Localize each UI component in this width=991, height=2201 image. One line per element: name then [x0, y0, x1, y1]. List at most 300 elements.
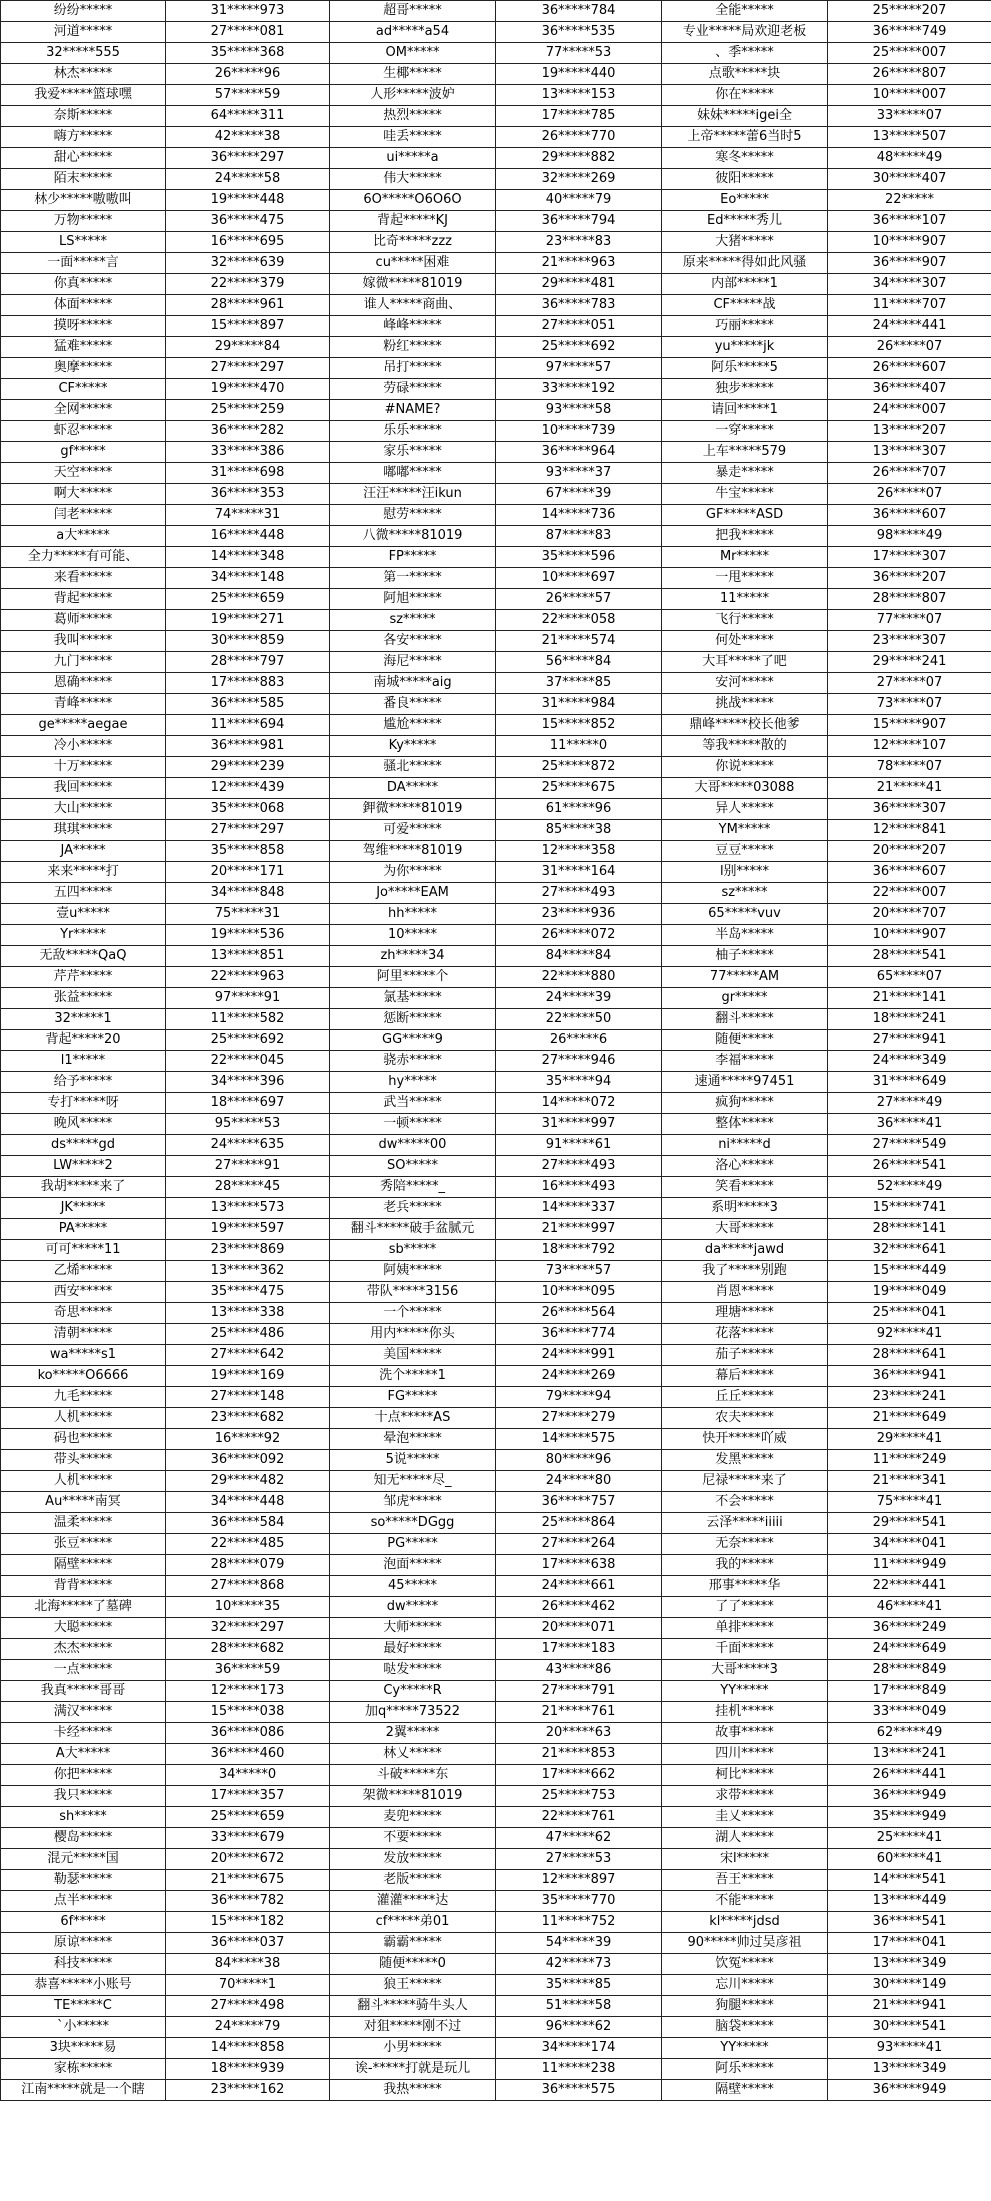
table-cell[interactable]: 19*****169	[166, 1366, 330, 1387]
table-cell[interactable]: 14*****541	[828, 1870, 991, 1891]
table-cell[interactable]: 35*****368	[166, 43, 330, 64]
table-cell[interactable]: Ky*****	[330, 736, 496, 757]
table-cell[interactable]: 老兵*****	[330, 1198, 496, 1219]
table-cell[interactable]: 大哥*****3	[662, 1660, 828, 1681]
table-cell[interactable]: 22*****761	[496, 1807, 662, 1828]
table-cell[interactable]: 26*****07	[828, 484, 991, 505]
table-cell[interactable]: 16*****448	[166, 526, 330, 547]
table-cell[interactable]: 来来*****打	[1, 862, 166, 883]
table-cell[interactable]: so*****DGgg	[330, 1513, 496, 1534]
table-cell[interactable]: da*****jawd	[662, 1240, 828, 1261]
table-cell[interactable]: 14*****348	[166, 547, 330, 568]
table-cell[interactable]: 点歌*****块	[662, 64, 828, 85]
table-cell[interactable]: ui*****a	[330, 148, 496, 169]
table-cell[interactable]: 24*****007	[828, 400, 991, 421]
table-cell[interactable]: l1*****	[1, 1051, 166, 1072]
table-cell[interactable]: 26*****807	[828, 64, 991, 85]
table-cell[interactable]: 31*****649	[828, 1072, 991, 1093]
table-cell[interactable]: OM*****	[330, 43, 496, 64]
table-cell[interactable]: 23*****936	[496, 904, 662, 925]
table-cell[interactable]: 热烈*****	[330, 106, 496, 127]
table-cell[interactable]: Ed*****秀儿	[662, 211, 828, 232]
table-cell[interactable]: 65*****vuv	[662, 904, 828, 925]
table-cell[interactable]: 快开*****吖威	[662, 1429, 828, 1450]
table-cell[interactable]: 36*****460	[166, 1744, 330, 1765]
table-cell[interactable]: 20*****207	[828, 841, 991, 862]
table-cell[interactable]: 70*****1	[166, 1975, 330, 1996]
table-cell[interactable]: 李福*****	[662, 1051, 828, 1072]
table-cell[interactable]: 全网*****	[1, 400, 166, 421]
table-cell[interactable]: #NAME?	[330, 400, 496, 421]
table-cell[interactable]: 36*****783	[496, 295, 662, 316]
table-cell[interactable]: 47*****62	[496, 1828, 662, 1849]
table-cell[interactable]: 14*****337	[496, 1198, 662, 1219]
table-cell[interactable]: 26*****441	[828, 1765, 991, 1786]
table-cell[interactable]: 整体*****	[662, 1114, 828, 1135]
table-cell[interactable]: 粉红*****	[330, 337, 496, 358]
table-cell[interactable]: 36*****607	[828, 862, 991, 883]
table-cell[interactable]: 我爱*****篮球嘿	[1, 85, 166, 106]
table-cell[interactable]: 36*****535	[496, 22, 662, 43]
table-cell[interactable]: 原来*****得如此风骚	[662, 253, 828, 274]
table-cell[interactable]: 21*****761	[496, 1702, 662, 1723]
table-cell[interactable]: 各安*****	[330, 631, 496, 652]
table-cell[interactable]: 21*****941	[828, 1996, 991, 2017]
table-cell[interactable]: 18*****241	[828, 1009, 991, 1030]
table-cell[interactable]: 生椰*****	[330, 64, 496, 85]
table-cell[interactable]: 22*****963	[166, 967, 330, 988]
table-cell[interactable]: hh*****	[330, 904, 496, 925]
table-cell[interactable]: 29*****41	[828, 1429, 991, 1450]
table-cell[interactable]: 无敌*****QaQ	[1, 946, 166, 967]
table-cell[interactable]: 36*****092	[166, 1450, 330, 1471]
table-cell[interactable]: 27*****148	[166, 1387, 330, 1408]
table-cell[interactable]: 36*****981	[166, 736, 330, 757]
table-cell[interactable]: 11*****949	[828, 1555, 991, 1576]
table-cell[interactable]: 妹妹*****igei全	[662, 106, 828, 127]
table-cell[interactable]: 11*****238	[496, 2059, 662, 2080]
table-cell[interactable]: 20*****707	[828, 904, 991, 925]
table-cell[interactable]: 花落*****	[662, 1324, 828, 1345]
table-cell[interactable]: 31*****698	[166, 463, 330, 484]
table-cell[interactable]: 大耳*****了吧	[662, 652, 828, 673]
table-cell[interactable]: 晕泡*****	[330, 1429, 496, 1450]
table-cell[interactable]: 饮冤*****	[662, 1954, 828, 1975]
table-cell[interactable]: 12*****173	[166, 1681, 330, 1702]
table-cell[interactable]: 22*****880	[496, 967, 662, 988]
table-cell[interactable]: 87*****83	[496, 526, 662, 547]
table-cell[interactable]: ni*****d	[662, 1135, 828, 1156]
table-cell[interactable]: 万物*****	[1, 211, 166, 232]
table-cell[interactable]: 大师*****	[330, 1618, 496, 1639]
table-cell[interactable]: 翻斗*****骑牛头人	[330, 1996, 496, 2017]
table-cell[interactable]: 15*****852	[496, 715, 662, 736]
table-cell[interactable]: 林少*****嗷嗷叫	[1, 190, 166, 211]
table-cell[interactable]: 请回*****1	[662, 400, 828, 421]
table-cell[interactable]: 架微*****81019	[330, 1786, 496, 1807]
table-cell[interactable]: 挂机*****	[662, 1702, 828, 1723]
table-cell[interactable]: 25*****259	[166, 400, 330, 421]
table-cell[interactable]: 奈斯*****	[1, 106, 166, 127]
table-cell[interactable]: 24*****79	[166, 2017, 330, 2038]
table-cell[interactable]: 林乂*****	[330, 1744, 496, 1765]
table-cell[interactable]: 11*****752	[496, 1912, 662, 1933]
table-cell[interactable]: LS*****	[1, 232, 166, 253]
table-cell[interactable]: 26*****6	[496, 1030, 662, 1051]
table-cell[interactable]: 秀陪*****_	[330, 1177, 496, 1198]
table-cell[interactable]: sb*****	[330, 1240, 496, 1261]
table-cell[interactable]: 36*****907	[828, 253, 991, 274]
table-cell[interactable]: 15*****741	[828, 1198, 991, 1219]
table-cell[interactable]: 34*****0	[166, 1765, 330, 1786]
table-cell[interactable]: 23*****307	[828, 631, 991, 652]
table-cell[interactable]: 29*****84	[166, 337, 330, 358]
table-cell[interactable]: 19*****470	[166, 379, 330, 400]
table-cell[interactable]: 84*****38	[166, 1954, 330, 1975]
table-cell[interactable]: 系明*****3	[662, 1198, 828, 1219]
table-cell[interactable]: 22*****485	[166, 1534, 330, 1555]
table-cell[interactable]: 19*****597	[166, 1219, 330, 1240]
table-cell[interactable]: 鉀微*****81019	[330, 799, 496, 820]
table-cell[interactable]: FP*****	[330, 547, 496, 568]
table-cell[interactable]: 21*****997	[496, 1219, 662, 1240]
table-cell[interactable]: 26*****96	[166, 64, 330, 85]
table-cell[interactable]: 十点*****AS	[330, 1408, 496, 1429]
table-cell[interactable]: 36*****037	[166, 1933, 330, 1954]
table-cell[interactable]: 22*****50	[496, 1009, 662, 1030]
table-cell[interactable]: 25*****659	[166, 589, 330, 610]
table-cell[interactable]: 29*****239	[166, 757, 330, 778]
table-cell[interactable]: 23*****83	[496, 232, 662, 253]
table-cell[interactable]: 不会*****	[662, 1492, 828, 1513]
table-cell[interactable]: 36*****353	[166, 484, 330, 505]
table-cell[interactable]: 27*****498	[166, 1996, 330, 2017]
table-cell[interactable]: 人形*****波妒	[330, 85, 496, 106]
table-cell[interactable]: kl*****jdsd	[662, 1912, 828, 1933]
table-cell[interactable]: 28*****797	[166, 652, 330, 673]
table-cell[interactable]: 安河*****	[662, 673, 828, 694]
table-cell[interactable]: 10*****095	[496, 1282, 662, 1303]
table-cell[interactable]: 29*****541	[828, 1513, 991, 1534]
table-cell[interactable]: 34*****307	[828, 274, 991, 295]
table-cell[interactable]: 13*****207	[828, 421, 991, 442]
table-cell[interactable]: GF*****ASD	[662, 505, 828, 526]
table-cell[interactable]: 上帝*****蕾6当时5	[662, 127, 828, 148]
table-cell[interactable]: dw*****00	[330, 1135, 496, 1156]
table-cell[interactable]: 36*****59	[166, 1660, 330, 1681]
table-cell[interactable]: 翻斗*****破手盆腻元	[330, 1219, 496, 1240]
table-cell[interactable]: 34*****041	[828, 1534, 991, 1555]
table-cell[interactable]: 28*****849	[828, 1660, 991, 1681]
table-cell[interactable]: 26*****541	[828, 1156, 991, 1177]
table-cell[interactable]: 恭喜*****小账号	[1, 1975, 166, 1996]
table-cell[interactable]: 点半*****	[1, 1891, 166, 1912]
table-cell[interactable]: 我热*****	[330, 2080, 496, 2101]
table-cell[interactable]: 不能*****	[662, 1891, 828, 1912]
table-cell[interactable]: 带头*****	[1, 1450, 166, 1471]
table-cell[interactable]: 13*****307	[828, 442, 991, 463]
table-cell[interactable]: l别*****	[662, 862, 828, 883]
table-cell[interactable]: 小男*****	[330, 2038, 496, 2059]
table-cell[interactable]: 12*****841	[828, 820, 991, 841]
table-cell[interactable]: 伟大*****	[330, 169, 496, 190]
table-cell[interactable]: 大猪*****	[662, 232, 828, 253]
table-cell[interactable]: 13*****573	[166, 1198, 330, 1219]
table-cell[interactable]: 嘟嘟*****	[330, 463, 496, 484]
table-cell[interactable]: 20*****171	[166, 862, 330, 883]
table-cell[interactable]: 武当*****	[330, 1093, 496, 1114]
table-cell[interactable]: 23*****162	[166, 2080, 330, 2101]
table-cell[interactable]: 云泽*****iiiii	[662, 1513, 828, 1534]
table-cell[interactable]: 26*****072	[496, 925, 662, 946]
table-cell[interactable]: 34*****448	[166, 1492, 330, 1513]
table-cell[interactable]: Yr*****	[1, 925, 166, 946]
table-cell[interactable]: 带队*****3156	[330, 1282, 496, 1303]
table-cell[interactable]: 发黑*****	[662, 1450, 828, 1471]
table-cell[interactable]: 哇丢*****	[330, 127, 496, 148]
table-cell[interactable]: 67*****39	[496, 484, 662, 505]
table-cell[interactable]: 卡经*****	[1, 1723, 166, 1744]
table-cell[interactable]: 一甩*****	[662, 568, 828, 589]
table-cell[interactable]: 27*****549	[828, 1135, 991, 1156]
table-cell[interactable]: 33*****049	[828, 1702, 991, 1723]
table-cell[interactable]: cu*****困难	[330, 253, 496, 274]
table-cell[interactable]: 巧丽*****	[662, 316, 828, 337]
table-cell[interactable]: Jo*****EAM	[330, 883, 496, 904]
table-cell[interactable]: 全能*****	[662, 1, 828, 22]
table-cell[interactable]: 27*****49	[828, 1093, 991, 1114]
table-cell[interactable]: 31*****973	[166, 1, 330, 22]
table-cell[interactable]: 10*****007	[828, 85, 991, 106]
table-cell[interactable]: 25*****486	[166, 1324, 330, 1345]
table-cell[interactable]: 85*****38	[496, 820, 662, 841]
table-cell[interactable]: 36*****782	[166, 1891, 330, 1912]
table-cell[interactable]: 内部*****1	[662, 274, 828, 295]
table-cell[interactable]: 大哥*****03088	[662, 778, 828, 799]
table-cell[interactable]: 33*****07	[828, 106, 991, 127]
table-cell[interactable]: 10*****907	[828, 232, 991, 253]
table-cell[interactable]: 36*****407	[828, 379, 991, 400]
table-cell[interactable]: 48*****49	[828, 148, 991, 169]
table-cell[interactable]: 青峰*****	[1, 694, 166, 715]
table-cell[interactable]: JA*****	[1, 841, 166, 862]
table-cell[interactable]: 12*****358	[496, 841, 662, 862]
table-cell[interactable]: 25*****753	[496, 1786, 662, 1807]
table-cell[interactable]: 93*****41	[828, 2038, 991, 2059]
table-cell[interactable]: 74*****31	[166, 505, 330, 526]
table-cell[interactable]: 随便*****0	[330, 1954, 496, 1975]
table-cell[interactable]: 全力*****有可能、	[1, 547, 166, 568]
table-cell[interactable]: 奥摩*****	[1, 358, 166, 379]
table-cell[interactable]: 谁人*****商曲、	[330, 295, 496, 316]
table-cell[interactable]: 柯比*****	[662, 1765, 828, 1786]
table-cell[interactable]: 洗个*****1	[330, 1366, 496, 1387]
table-cell[interactable]: 千面*****	[662, 1639, 828, 1660]
table-cell[interactable]: 79*****94	[496, 1387, 662, 1408]
table-cell[interactable]: 加q*****73522	[330, 1702, 496, 1723]
table-cell[interactable]: 狼王*****	[330, 1975, 496, 1996]
table-cell[interactable]: 25*****675	[496, 778, 662, 799]
table-cell[interactable]: 64*****311	[166, 106, 330, 127]
table-cell[interactable]: 24*****661	[496, 1576, 662, 1597]
table-cell[interactable]: 10*****739	[496, 421, 662, 442]
table-cell[interactable]: 13*****153	[496, 85, 662, 106]
table-cell[interactable]: 九毛*****	[1, 1387, 166, 1408]
table-cell[interactable]: 27*****946	[496, 1051, 662, 1072]
table-cell[interactable]: 忘川*****	[662, 1975, 828, 1996]
table-cell[interactable]: 混元*****国	[1, 1849, 166, 1870]
table-cell[interactable]: ad*****a54	[330, 22, 496, 43]
table-cell[interactable]: 18*****792	[496, 1240, 662, 1261]
table-cell[interactable]: 36*****41	[828, 1114, 991, 1135]
table-cell[interactable]: 寒冬*****	[662, 148, 828, 169]
table-cell[interactable]: 芹芹*****	[1, 967, 166, 988]
table-cell[interactable]: 23*****241	[828, 1387, 991, 1408]
table-cell[interactable]: 27*****791	[496, 1681, 662, 1702]
table-cell[interactable]: 16*****493	[496, 1177, 662, 1198]
table-cell[interactable]: 甜心*****	[1, 148, 166, 169]
table-cell[interactable]: 28*****961	[166, 295, 330, 316]
table-cell[interactable]: 人机*****	[1, 1471, 166, 1492]
table-cell[interactable]: 36*****307	[828, 799, 991, 820]
table-cell[interactable]: wa*****s1	[1, 1345, 166, 1366]
table-cell[interactable]: 10*****907	[828, 925, 991, 946]
table-cell[interactable]: 阿旭*****	[330, 589, 496, 610]
table-cell[interactable]: 27*****07	[828, 673, 991, 694]
table-cell[interactable]: 36*****774	[496, 1324, 662, 1345]
table-cell[interactable]: 24*****58	[166, 169, 330, 190]
table-cell[interactable]: 四川*****	[662, 1744, 828, 1765]
table-cell[interactable]: 30*****859	[166, 631, 330, 652]
table-cell[interactable]: 36*****607	[828, 505, 991, 526]
table-cell[interactable]: 氯基*****	[330, 988, 496, 1009]
table-cell[interactable]: 14*****072	[496, 1093, 662, 1114]
table-cell[interactable]: 25*****872	[496, 757, 662, 778]
table-cell[interactable]: 27*****081	[166, 22, 330, 43]
table-cell[interactable]: 独步*****	[662, 379, 828, 400]
table-cell[interactable]: 14*****736	[496, 505, 662, 526]
table-cell[interactable]: 35*****596	[496, 547, 662, 568]
table-cell[interactable]: 猛难*****	[1, 337, 166, 358]
table-cell[interactable]: 16*****695	[166, 232, 330, 253]
table-cell[interactable]: 鼎峰*****校长他爹	[662, 715, 828, 736]
table-cell[interactable]: 阿乐*****	[662, 2059, 828, 2080]
table-cell[interactable]: 八微*****81019	[330, 526, 496, 547]
table-cell[interactable]: 原谅*****	[1, 1933, 166, 1954]
table-cell[interactable]: 11*****249	[828, 1450, 991, 1471]
table-cell[interactable]: 晚风*****	[1, 1114, 166, 1135]
table-cell[interactable]: TE*****C	[1, 1996, 166, 2017]
table-cell[interactable]: 啊大*****	[1, 484, 166, 505]
table-cell[interactable]: 77*****07	[828, 610, 991, 631]
table-cell[interactable]: 75*****31	[166, 904, 330, 925]
table-cell[interactable]: 11*****707	[828, 295, 991, 316]
table-cell[interactable]: 幕后*****	[662, 1366, 828, 1387]
table-cell[interactable]: 46*****41	[828, 1597, 991, 1618]
table-cell[interactable]: 18*****939	[166, 2059, 330, 2080]
table-cell[interactable]: 清朝*****	[1, 1324, 166, 1345]
table-cell[interactable]: dw*****	[330, 1597, 496, 1618]
table-cell[interactable]: 比奇*****zzz	[330, 232, 496, 253]
table-cell[interactable]: 张益*****	[1, 988, 166, 1009]
table-cell[interactable]: 何处*****	[662, 631, 828, 652]
table-cell[interactable]: 29*****481	[496, 274, 662, 295]
table-cell[interactable]: 78*****07	[828, 757, 991, 778]
table-cell[interactable]: 24*****80	[496, 1471, 662, 1492]
table-cell[interactable]: 36*****282	[166, 421, 330, 442]
table-cell[interactable]: 32*****555	[1, 43, 166, 64]
table-cell[interactable]: 26*****607	[828, 358, 991, 379]
table-cell[interactable]: 阿乐*****5	[662, 358, 828, 379]
table-cell[interactable]: 天空*****	[1, 463, 166, 484]
table-cell[interactable]: 6f*****	[1, 1912, 166, 1933]
table-cell[interactable]: 你把*****	[1, 1765, 166, 1786]
table-cell[interactable]: 葛师*****	[1, 610, 166, 631]
table-cell[interactable]: 麦兜*****	[330, 1807, 496, 1828]
table-cell[interactable]: 我回*****	[1, 778, 166, 799]
table-cell[interactable]: 用内*****你头	[330, 1324, 496, 1345]
table-cell[interactable]: 13*****449	[828, 1891, 991, 1912]
table-cell[interactable]: 27*****53	[496, 1849, 662, 1870]
table-cell[interactable]: 斗破*****东	[330, 1765, 496, 1786]
table-cell[interactable]: YY*****	[662, 2038, 828, 2059]
table-cell[interactable]: 6O*****O6O6O	[330, 190, 496, 211]
table-cell[interactable]: JK*****	[1, 1198, 166, 1219]
table-cell[interactable]: 19*****271	[166, 610, 330, 631]
table-cell[interactable]: 最好*****	[330, 1639, 496, 1660]
table-cell[interactable]: Eo*****	[662, 190, 828, 211]
table-cell[interactable]: 霸霸*****	[330, 1933, 496, 1954]
table-cell[interactable]: 28*****807	[828, 589, 991, 610]
table-cell[interactable]: 骁赤*****	[330, 1051, 496, 1072]
table-cell[interactable]: 11*****	[662, 589, 828, 610]
table-cell[interactable]: 你真*****	[1, 274, 166, 295]
table-cell[interactable]: 温柔*****	[1, 1513, 166, 1534]
table-cell[interactable]: 一面*****言	[1, 253, 166, 274]
table-cell[interactable]: 五四*****	[1, 883, 166, 904]
table-cell[interactable]: hy*****	[330, 1072, 496, 1093]
table-cell[interactable]: CF*****战	[662, 295, 828, 316]
table-cell[interactable]: 20*****071	[496, 1618, 662, 1639]
table-cell[interactable]: 挑战*****	[662, 694, 828, 715]
table-cell[interactable]: 27*****264	[496, 1534, 662, 1555]
table-cell[interactable]: 24*****39	[496, 988, 662, 1009]
table-cell[interactable]: 13*****362	[166, 1261, 330, 1282]
table-cell[interactable]: `小*****	[1, 2017, 166, 2038]
table-cell[interactable]: 体面*****	[1, 295, 166, 316]
table-cell[interactable]: 92*****41	[828, 1324, 991, 1345]
table-cell[interactable]: 飞行*****	[662, 610, 828, 631]
table-cell[interactable]: 15*****907	[828, 715, 991, 736]
table-cell[interactable]: 25*****864	[496, 1513, 662, 1534]
table-cell[interactable]: 单排*****	[662, 1618, 828, 1639]
table-cell[interactable]: 我真*****哥哥	[1, 1681, 166, 1702]
table-cell[interactable]: 35*****475	[166, 1282, 330, 1303]
table-cell[interactable]: 人机*****	[1, 1408, 166, 1429]
table-cell[interactable]: 17*****883	[166, 673, 330, 694]
table-cell[interactable]: 34*****148	[166, 568, 330, 589]
table-cell[interactable]: 75*****41	[828, 1492, 991, 1513]
table-cell[interactable]: YM*****	[662, 820, 828, 841]
table-cell[interactable]: 九门*****	[1, 652, 166, 673]
table-cell[interactable]: yu*****jk	[662, 337, 828, 358]
table-cell[interactable]: 笑看*****	[662, 1177, 828, 1198]
table-cell[interactable]: 知无*****尽_	[330, 1471, 496, 1492]
table-cell[interactable]: 你说*****	[662, 757, 828, 778]
table-cell[interactable]: 豆豆*****	[662, 841, 828, 862]
table-cell[interactable]: 13*****349	[828, 2059, 991, 2080]
table-cell[interactable]: 17*****041	[828, 1933, 991, 1954]
